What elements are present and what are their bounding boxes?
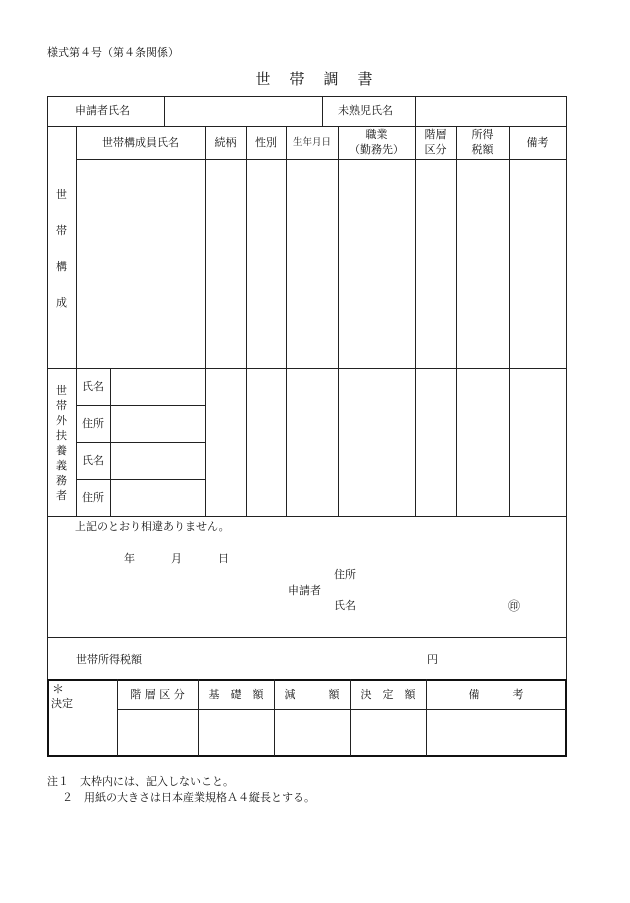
date-day-label: 日 — [218, 552, 229, 565]
tax-total-field[interactable] — [160, 640, 422, 676]
col-birth: 生年月日 — [292, 137, 331, 148]
applicant-name-field[interactable] — [165, 97, 321, 125]
declaration-statement: 上記のとおり相違ありません。 — [75, 520, 230, 533]
col-member-name: 世帯構成員氏名 — [102, 136, 179, 149]
decision-col-base: 基 礎 額 — [208, 688, 264, 701]
tax-total-unit: 円 — [427, 653, 438, 666]
decision-col-remarks: 備 考 — [468, 688, 524, 701]
col-job-line2: （勤務先） — [349, 143, 404, 156]
applicant-signature-name-label: 氏名 — [334, 599, 356, 612]
col-class-line1: 階層 — [424, 128, 447, 141]
col-remarks: 備考 — [526, 136, 549, 149]
note-1: 注１ 太枠内には、記入しないこと。 — [47, 775, 234, 788]
applicant-name-label: 申請者氏名 — [75, 104, 130, 117]
outside-address-field[interactable] — [111, 406, 204, 442]
date-year-label: 年 — [124, 552, 135, 565]
tax-total-label: 世帯所得税額 — [76, 653, 142, 666]
form-number: 様式第４号（第４条関係） — [47, 46, 179, 59]
decision-label: 決定 — [51, 697, 73, 710]
outside-row-label: 氏名 — [82, 454, 104, 467]
applicant-address-label: 住所 — [334, 568, 356, 581]
seal-mark: ㊞ — [508, 599, 521, 613]
outside-name-field[interactable] — [111, 369, 204, 405]
child-name-label: 未熟児氏名 — [338, 104, 393, 117]
outside-address-field[interactable] — [111, 480, 204, 515]
outside-row-label: 住所 — [82, 491, 104, 504]
outside-row-label: 氏名 — [82, 380, 104, 393]
outside-name-field[interactable] — [111, 443, 204, 479]
col-sex: 性別 — [255, 136, 277, 149]
col-relation: 続柄 — [214, 136, 237, 149]
date-month-label: 月 — [171, 552, 182, 565]
note-2: ２ 用紙の大きさは日本産業規格Ａ４縦長とする。 — [62, 791, 315, 804]
decision-col-class: 階 層 区 分 — [130, 688, 185, 701]
child-name-field[interactable] — [416, 97, 565, 125]
col-class-line2: 区分 — [424, 143, 447, 156]
col-job-line1: 職業 — [365, 128, 388, 141]
applicant-label: 申請者 — [288, 584, 321, 597]
decision-col-reduction: 減 額 — [284, 688, 340, 701]
decision-asterisk: ＊ — [52, 682, 65, 696]
decision-col-decided: 決 定 額 — [360, 688, 416, 701]
outside-row-label: 住所 — [82, 417, 104, 430]
page-title: 世 帯 調 書 — [255, 70, 375, 88]
col-tax-line2: 税額 — [471, 143, 494, 156]
col-tax-line1: 所得 — [471, 128, 494, 141]
household-members-area[interactable] — [77, 160, 565, 367]
